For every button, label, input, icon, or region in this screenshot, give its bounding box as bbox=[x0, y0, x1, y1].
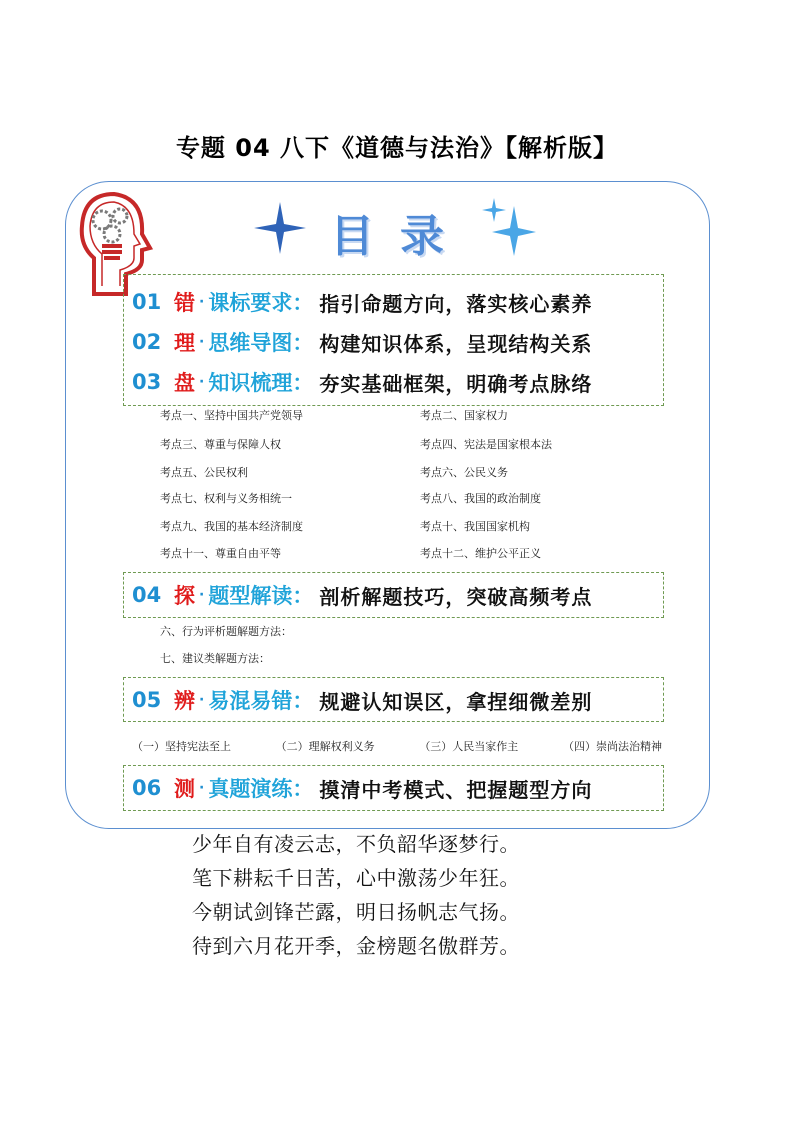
section-name: 题型解读 bbox=[208, 584, 293, 608]
mistake-item: （三）人民当家作主 bbox=[419, 740, 519, 753]
section-name: 易混易错 bbox=[208, 689, 293, 713]
section-description: 规避认知误区，拿捏细微差别 bbox=[319, 689, 593, 714]
section-dot: · bbox=[199, 780, 205, 796]
toc-heading: 目录 bbox=[330, 211, 470, 262]
section-key: 理 bbox=[174, 331, 195, 355]
toc-section-02[interactable] bbox=[132, 322, 592, 362]
section-description: 夯实基础框架，明确考点脉络 bbox=[319, 371, 593, 396]
document-title: 专题 04 八下《道德与法治》【解析版】 bbox=[175, 134, 619, 162]
section-colon: ： bbox=[292, 371, 314, 395]
knowledge-point: 考点八、我国的政治制度 bbox=[420, 492, 541, 505]
sparkle-stars-icon bbox=[480, 198, 538, 256]
knowledge-point: 考点十二、维护公平正义 bbox=[420, 547, 541, 560]
section-name: 真题演练 bbox=[208, 777, 293, 801]
toc-section-06[interactable] bbox=[132, 768, 592, 808]
section-description: 剖析解题技巧，突破高频考点 bbox=[319, 584, 593, 609]
section-number: 05 bbox=[132, 688, 162, 712]
section-dot: · bbox=[199, 294, 205, 310]
knowledge-point: 考点三、尊重与保障人权 bbox=[160, 438, 281, 451]
section-key: 盘 bbox=[174, 371, 195, 395]
knowledge-point: 考点九、我国的基本经济制度 bbox=[160, 520, 303, 533]
section-key: 测 bbox=[174, 777, 195, 801]
sparkle-star-icon bbox=[254, 202, 306, 254]
knowledge-point: 考点七、权利与义务相统一 bbox=[160, 492, 292, 505]
section-colon: ： bbox=[292, 291, 314, 315]
poem-line: 笔下耕耘千日苦，心中激荡少年狂。 bbox=[192, 866, 520, 890]
section-colon: ： bbox=[292, 584, 314, 608]
section-dot: · bbox=[199, 334, 205, 350]
section-number: 03 bbox=[132, 370, 162, 394]
section-description: 指引命题方向，落实核心素养 bbox=[319, 291, 593, 316]
section-colon: ： bbox=[292, 689, 314, 713]
section-name: 课标要求 bbox=[208, 291, 293, 315]
knowledge-point: 考点四、宪法是国家根本法 bbox=[420, 438, 552, 451]
knowledge-point: 考点六、公民义务 bbox=[420, 466, 508, 479]
section-key: 探 bbox=[174, 584, 195, 608]
poem-line: 待到六月花开季，金榜题名傲群芳。 bbox=[192, 934, 520, 958]
knowledge-point: 考点十、我国国家机构 bbox=[420, 520, 530, 533]
section-key: 错 bbox=[174, 291, 195, 315]
method-item: 七、建议类解题方法： bbox=[160, 652, 270, 665]
toc-section-05[interactable] bbox=[132, 680, 592, 720]
mistake-item: （四）崇尚法治精神 bbox=[562, 740, 662, 753]
section-dot: · bbox=[199, 692, 205, 708]
knowledge-point: 考点十一、尊重自由平等 bbox=[160, 547, 281, 560]
section-description: 摸清中考模式、把握题型方向 bbox=[319, 777, 593, 802]
section-colon: ： bbox=[292, 331, 314, 355]
section-dot: · bbox=[199, 374, 205, 390]
mistake-list bbox=[132, 738, 662, 754]
section-number: 04 bbox=[132, 583, 162, 607]
poem-line: 今朝试剑锋芒露，明日扬帆志气扬。 bbox=[192, 900, 520, 924]
section-number: 01 bbox=[132, 290, 162, 314]
knowledge-point: 考点一、坚持中国共产党领导 bbox=[160, 409, 303, 422]
section-colon: ： bbox=[292, 777, 314, 801]
knowledge-point: 考点五、公民权利 bbox=[160, 466, 248, 479]
toc-section-01[interactable] bbox=[132, 282, 592, 322]
mistake-item: （二）理解权利义务 bbox=[275, 740, 375, 753]
section-number: 06 bbox=[132, 776, 162, 800]
section-name: 知识梳理 bbox=[208, 371, 293, 395]
toc-section-04[interactable] bbox=[132, 575, 592, 615]
section-description: 构建知识体系，呈现结构关系 bbox=[319, 331, 593, 356]
poem-line: 少年自有凌云志，不负韶华逐梦行。 bbox=[192, 832, 520, 856]
section-number: 02 bbox=[132, 330, 162, 354]
section-key: 辨 bbox=[174, 689, 195, 713]
mistake-item: （一）坚持宪法至上 bbox=[132, 740, 231, 753]
knowledge-point: 考点二、国家权力 bbox=[420, 409, 508, 422]
method-item: 六、行为评析题解题方法： bbox=[160, 625, 292, 638]
section-dot: · bbox=[199, 587, 205, 603]
toc-section-03[interactable] bbox=[132, 362, 592, 402]
section-name: 思维导图 bbox=[208, 331, 293, 355]
